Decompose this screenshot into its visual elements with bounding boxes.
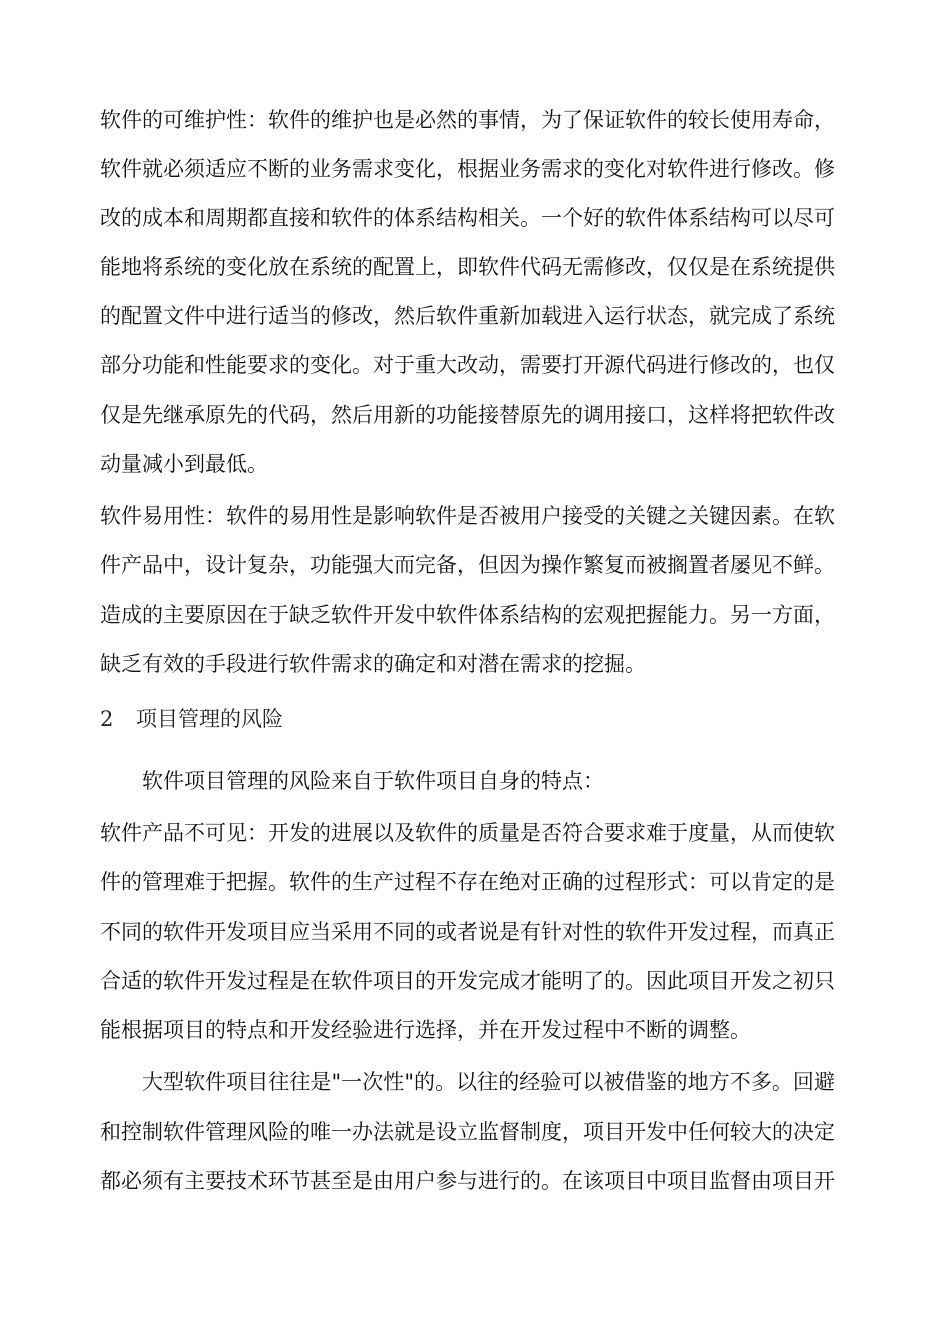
paragraph-maintainability-line: 能地将系统的变化放在系统的配置上，即软件代码无需修改，仅仅是在系统提供 bbox=[100, 255, 835, 279]
paragraph-maintainability-line: 仅是先继承原先的代码，然后用新的功能接替原先的调用接口，这样将把软件改 bbox=[100, 403, 835, 427]
paragraph-usability-line: 软件易用性：软件的易用性是影响软件是否被用户接受的关键之关键因素。在软 bbox=[100, 504, 835, 528]
paragraph-usability-line: 件产品中，设计复杂，功能强大而完备，但因为操作繁复而被搁置者屡见不鲜。 bbox=[100, 553, 835, 577]
paragraph-large-project-line: 和控制软件管理风险的唯一办法就是设立监督制度，项目开发中任何较大的决定 bbox=[100, 1120, 835, 1144]
paragraph-invisible-product-line: 件的管理难于把握。软件的生产过程不存在绝对正确的过程形式：可以肯定的是 bbox=[100, 870, 835, 894]
paragraph-maintainability-line: 的配置文件中进行适当的修改，然后软件重新加载进入运行状态，就完成了系统 bbox=[100, 304, 835, 328]
paragraph-maintainability-line: 软件就必须适应不断的业务需求变化，根据业务需求的变化对软件进行修改。修 bbox=[100, 157, 835, 181]
paragraph-invisible-product-line: 合适的软件开发过程是在软件项目的开发完成才能明了的。因此项目开发之初只 bbox=[100, 969, 835, 993]
paragraph-invisible-product-line: 软件产品不可见：开发的进展以及软件的质量是否符合要求难于度量，从而使软 bbox=[100, 821, 835, 845]
section-heading bbox=[100, 704, 283, 734]
section-number: 2 bbox=[100, 707, 114, 731]
section-title: 项目管理的风险 bbox=[136, 707, 283, 731]
paragraph-usability-line: 缺乏有效的手段进行软件需求的确定和对潜在需求的挖掘。 bbox=[100, 652, 646, 676]
paragraph-maintainability-line: 改的成本和周期都直接和软件的体系结构相关。一个好的软件体系结构可以尽可 bbox=[100, 206, 835, 230]
paragraph-maintainability-line: 部分功能和性能要求的变化。对于重大改动，需要打开源代码进行修改的，也仅 bbox=[100, 353, 835, 377]
paragraph-large-project-line: 大型软件项目往往是"一次性"的。以往的经验可以被借鉴的地方不多。回避 bbox=[142, 1070, 835, 1094]
paragraph-usability-line: 造成的主要原因在于缺乏软件开发中软件体系结构的宏观把握能力。另一方面， bbox=[100, 603, 835, 627]
paragraph-large-project-line: 都必须有主要技术环节甚至是由用户参与进行的。在该项目中项目监督由项目开 bbox=[100, 1169, 835, 1193]
paragraph-invisible-product-line: 能根据项目的特点和开发经验进行选择，并在开发过程中不断的调整。 bbox=[100, 1018, 751, 1042]
paragraph-intro-line: 软件项目管理的风险来自于软件项目自身的特点： bbox=[142, 769, 604, 793]
paragraph-maintainability-line: 动量减小到最低。 bbox=[100, 452, 268, 476]
paragraph-maintainability-line: 软件的可维护性：软件的维护也是必然的事情，为了保证软件的较长使用寿命， bbox=[100, 108, 835, 132]
paragraph-invisible-product-line: 不同的软件开发项目应当采用不同的或者说是有针对性的软件开发过程，而真正 bbox=[100, 920, 835, 944]
